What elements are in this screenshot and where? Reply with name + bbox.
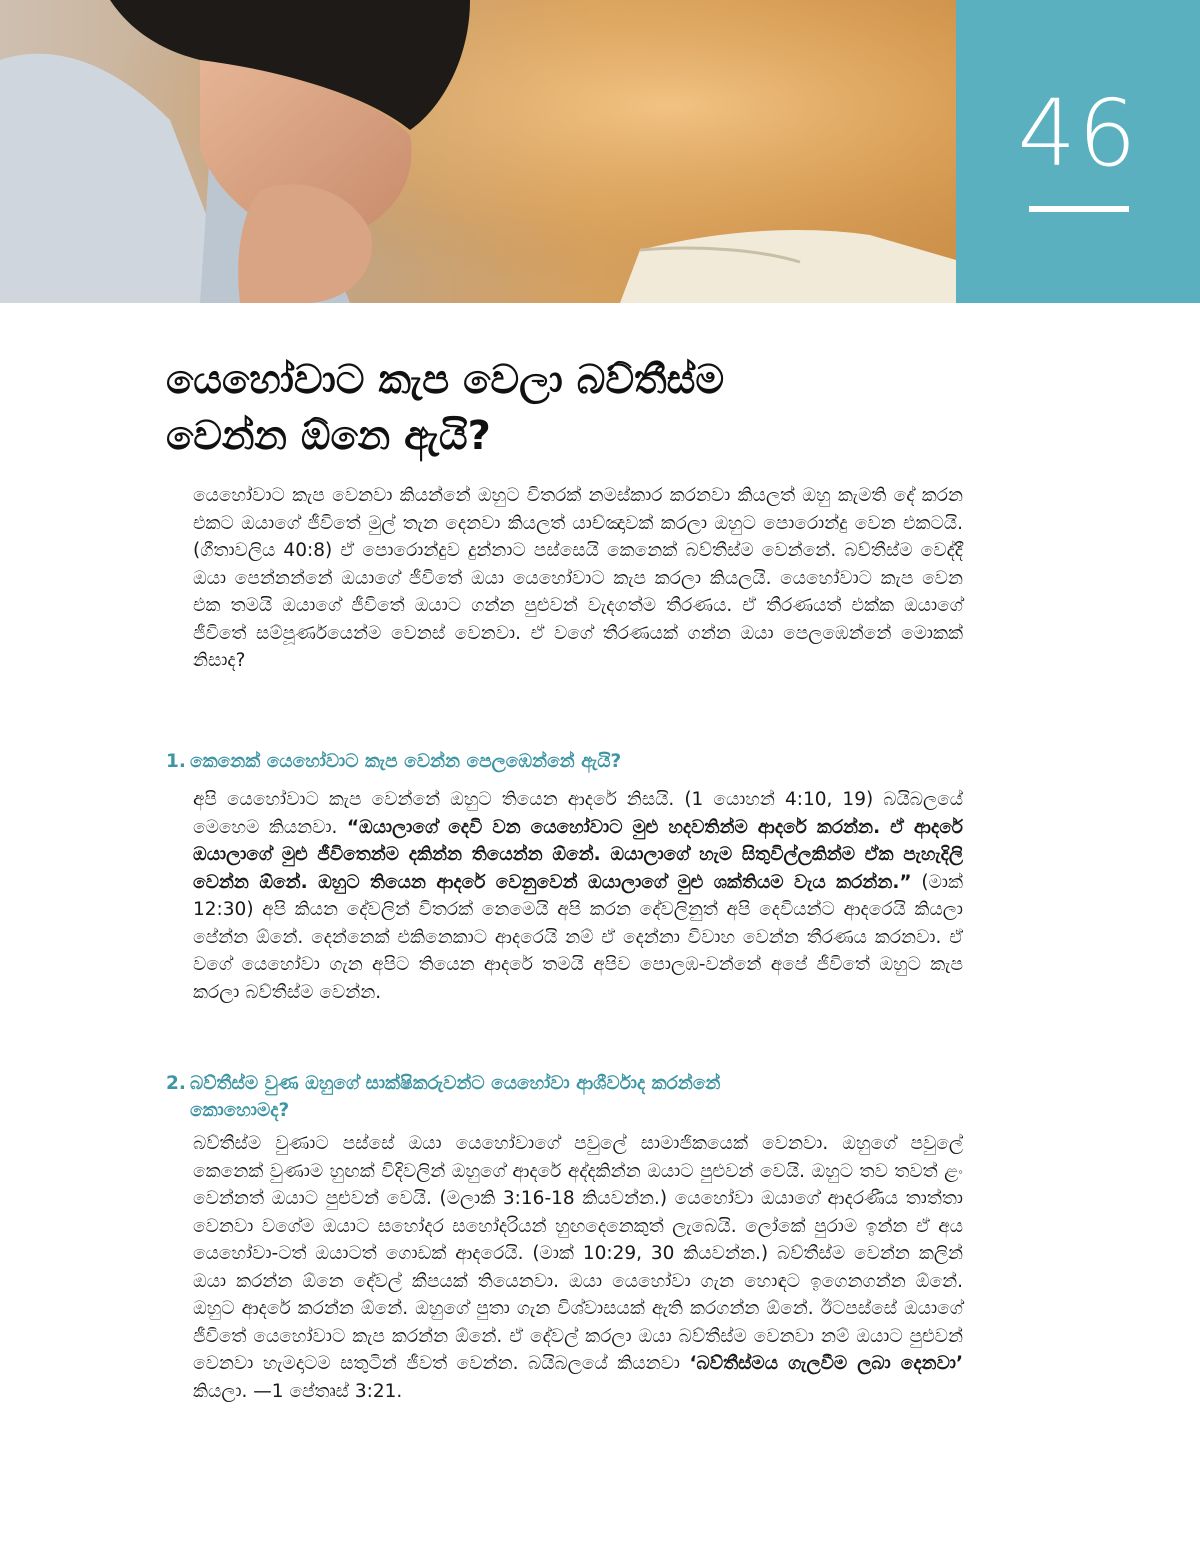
answer-1-quote: “ඔයාලාගේ දෙවි වන යෙහෝවාට මුළු හදවතින්ම ආදරේ කරන්න. ඒ ආදරේ ඔයාලාගේ මුළු ජීවිතෙන්ම දකින්න තියෙන්න ඕනේ. ඔයාලාගේ හැම සිතුවිල්ලකින්ම ඒක පැහැදිලි වෙන්න ඕනේ. ඔහුට තියෙන ආදරේ වෙනුවෙන් ඔයාලාගේ මුළු ශක්තියම වැය කරන්න.” xyxy=(193,816,963,893)
answer-2 xyxy=(193,1130,963,1405)
question-1-number: 1. xyxy=(166,751,186,772)
lesson-title-line1: යෙහෝවාට කැප වෙලා බව්තීස්ම xyxy=(166,357,725,403)
hero-photo xyxy=(0,0,956,303)
lesson-number: 46 xyxy=(1017,80,1139,187)
answer-2-post: කියලා. —1 පේතෘස් 3:21. xyxy=(193,1380,403,1402)
praying-man-illustration xyxy=(0,0,956,303)
lesson-title-line2: වෙන්න ඕනෙ ඇයි? xyxy=(166,413,491,459)
question-2-text-line2: කොහොමද? xyxy=(190,1100,290,1121)
answer-2-quote: ‘බව්තීස්මය ගැලවීම ලබා දෙනවා’ xyxy=(689,1353,963,1374)
intro-paragraph: යෙහෝවාට කැප වෙනවා කියන්නේ ඔහුට විතරක් නමස්කාර කරනවා කියලත් ඔහු කැමති දේ කරන එකට ඔයාගේ ජීවිතේ මුල් තැන දෙනවා කියලත් යාච්ඤාවක් කරලා ඔහුට පොරොන්දු වෙන එකටයි. (ගීතාවලිය 40:8) ඒ පොරොන්දුව දුන්නාට පස්සෙයි කෙනෙක් බව්තීස්ම වෙන්නේ. බව්තීස්ම වෙද්දී ඔයා පෙන්නන්නේ ඔයාගේ ජීවිතේ ඔයා යෙහෝවාට කැප කරලා කියලයි. යෙහෝවාට කැප වෙන එක තමයි ඔයාගේ ජීවිතේ ඔයාට ගන්න පුළුවන් වැදගත්ම තීරණය. ඒ තීරණයත් එක්ක ඔයාගේ ජීවිතේ සම්පූර්ණයෙන්ම වෙනස් වෙනවා. ඒ වගේ තීරණයක් ගන්න ඔයා පෙලඹෙන්නේ මොකක් නිසාද? xyxy=(193,485,963,671)
question-2 xyxy=(166,1070,956,1124)
answer-1-pre: අපි යෙහෝවාට කැප වෙන්නේ ඔහුට තියෙන ආදරේ නිසයි. (1 යොහන් 4:10, 19) බයිබලයේ මෙහෙම කියනවා. xyxy=(193,789,963,838)
question-2-text-line1: බව්තීස්ම වුණ ඔහුගේ සාක්ෂිකරුවන්ට යෙහෝවා ආශීර්වාද කරන්නේ xyxy=(190,1073,721,1094)
lesson-title xyxy=(166,352,926,464)
answer-2-pre: බව්තීස්ම වුණාට පස්සේ ඔයා යෙහෝවාගේ පවුලේ සාමාජිකයෙක් වෙනවා. ඔහුගේ පවුලේ කෙනෙක් වුණාම හුඟක් විදිවලින් ඔහුගේ ආදරේ අද්දකින්න ඔයාට පුළුවන් වෙයි. ඔහුට තව තවත් ළං වෙන්නත් ඔයාට පුළුවන් වෙයි. (මලාකි 3:16-18 කියවන්න.) යෙහෝවා ඔයාගේ ආදරණීය තාත්තා වෙනවා වගේම ඔයාට සහෝදර සහෝදරියන් හුඟදෙනෙකුත් ලැබෙයි. ලෝකේ පුරාම ඉන්න ඒ අය යෙහෝවා-ටත් ඔයාටත් ගොඩක් ආදරෙයි. (මාක් 10:29, 30 කියවන්න.) බව්තීස්ම වෙන්න කලින් ඔයා කරන්න ඕනෙ දේවල් කීපයක් තියෙනවා. ඔයා යෙහෝවා ගැන හොඳට ඉගෙනගන්න ඕනේ. ඔහුට ආදරේ කරන්න ඕනේ. ඔහුගේ පුතා ගැන විශ්වාසයක් ඇති කරගන්න ඕනේ. ඊටපස්සේ ඔයාගේ ජීවිතේ යෙහෝවාට කැප කරන්න ඕනේ. ඒ දේවල් කරලා ඔයා බව්තීස්ම වෙනවා නම් ඔයාට පුළුවන් වෙනවා හැමදාටම සතුටින් ජීවත් වෙන්න. බයිබලයේ කියනවා xyxy=(193,1133,963,1374)
answer-1 xyxy=(193,786,963,1006)
question-1 xyxy=(166,748,956,775)
answer-1-post: (මාක් 12:30) අපි කියන දේවලින් විතරක් නෙමෙයි අපි කරන දේවලිනුත් අපි දෙවියන්ට ආදරෙයි කියලා පේන්න ඕනේ. දෙන්නෙක් එකිනෙකාට ආදරෙයි නම් ඒ දෙන්නා විවාහ වෙන්න තීරණය කරනවා. ඒ වගේ යෙහෝවා ගැන අපිට තියෙන ආදරේ තමයි අපිව පොලඹ-වන්නේ අපේ ජීවිතේ ඔහුට කැප කරලා බව්තීස්ම වෙන්න. xyxy=(193,871,963,1003)
question-1-text: කෙනෙක් යෙහෝවාට කැප වෙන්න පෙලඹෙන්නේ ඇයි? xyxy=(190,751,622,772)
lesson-number-underline xyxy=(1029,206,1129,212)
lesson-number-badge xyxy=(956,0,1200,303)
question-2-number: 2. xyxy=(166,1073,186,1094)
